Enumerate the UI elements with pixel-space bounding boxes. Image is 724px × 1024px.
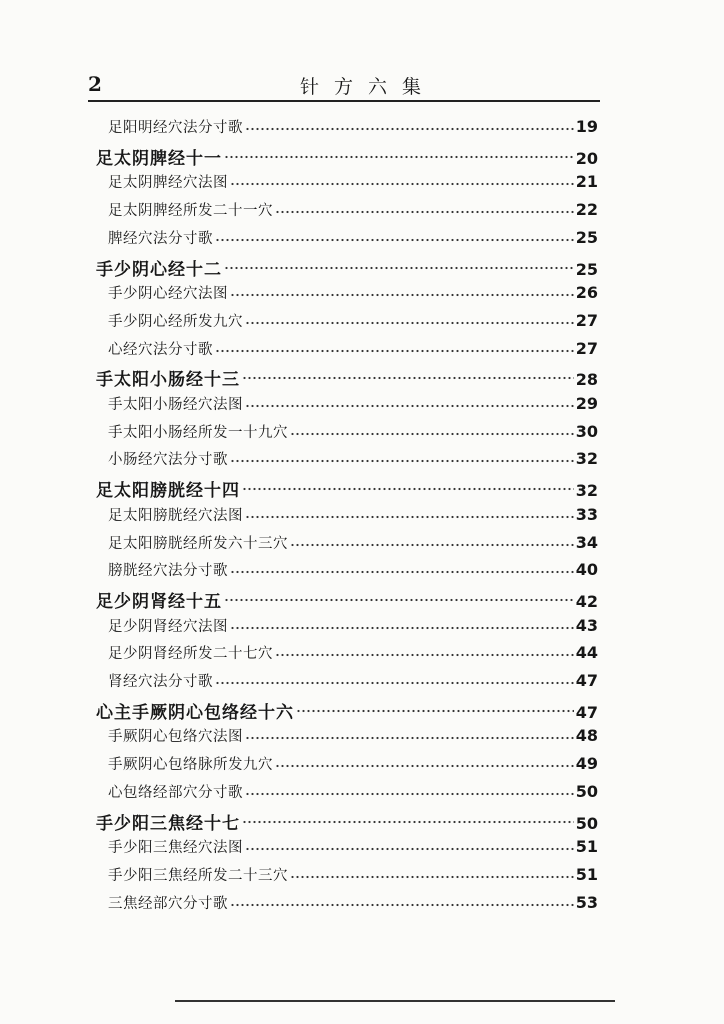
toc-entry-title: 手少阴心经所发九穴 <box>108 313 243 330</box>
toc-entry-page: 25 <box>575 227 598 247</box>
toc-entry-page: 53 <box>575 892 598 912</box>
page-header <box>0 0 724 110</box>
toc-dot-leader <box>230 457 574 465</box>
toc-entry <box>0 171 724 197</box>
toc-entry-page: 50 <box>575 781 598 801</box>
toc-dot-leader <box>245 125 574 133</box>
toc-entry-title: 足阳明经穴法分寸歌 <box>108 120 243 136</box>
toc-entry-title: 三焦经部穴分寸歌 <box>108 895 228 912</box>
toc-entry-title: 心经穴法分寸歌 <box>108 341 213 358</box>
toc-entry-page: 34 <box>575 532 598 552</box>
toc-entry-page: 47 <box>575 671 598 690</box>
toc-entry-title: 手少阳三焦经所发二十三穴 <box>108 867 288 884</box>
toc-entry-page: 49 <box>575 754 598 774</box>
header-rule <box>88 100 600 102</box>
toc-entry-page: 50 <box>575 813 598 833</box>
toc-entry-title: 足太阴脾经穴法图 <box>108 175 228 192</box>
toc-dot-leader <box>275 651 574 659</box>
toc-entry-title: 足太阳膀胱经穴法图 <box>108 507 243 524</box>
toc-dot-leader <box>245 734 574 742</box>
toc-dot-leader <box>275 208 574 216</box>
toc-entry <box>0 615 724 641</box>
toc-entry-page: 26 <box>575 283 598 303</box>
toc-entry-title: 手太阳小肠经穴法图 <box>108 397 243 413</box>
toc-entry-page: 32 <box>575 449 598 469</box>
toc-entry-page: 25 <box>575 259 598 279</box>
toc-entry-title: 手少阳三焦经穴法图 <box>108 840 243 857</box>
toc-entry <box>0 448 724 474</box>
toc-entry-title: 手厥阴心包络脉所发九穴 <box>108 757 273 774</box>
toc-entry-title: 小肠经穴法分寸歌 <box>108 452 228 469</box>
toc-entry <box>0 670 724 696</box>
toc-entry-page: 27 <box>575 310 598 330</box>
toc-entry <box>0 338 724 364</box>
toc-entry <box>0 559 724 585</box>
toc-entry <box>0 809 724 835</box>
toc-dot-leader <box>242 818 574 826</box>
toc-entry <box>0 255 724 281</box>
toc-entry-page: 29 <box>575 394 598 413</box>
toc-entry <box>0 227 724 253</box>
toc-dot-leader <box>245 845 574 853</box>
toc-entry <box>0 781 724 807</box>
toc-entry-page: 28 <box>575 370 598 390</box>
toc-dot-leader <box>290 430 574 438</box>
toc-dot-leader <box>245 513 574 521</box>
toc-entry-page: 51 <box>575 864 598 884</box>
toc-dot-leader <box>215 679 574 687</box>
toc-dot-leader <box>215 347 574 355</box>
toc-entry <box>0 864 724 890</box>
toc-entry <box>0 421 724 447</box>
toc-dot-leader <box>242 374 574 382</box>
toc-entry-title: 膀胱经穴法分寸歌 <box>108 563 228 580</box>
toc-dot-leader <box>245 402 574 410</box>
toc-entry-title: 心包络经部穴分寸歌 <box>108 784 243 801</box>
toc-entry <box>0 836 724 862</box>
toc-entry-title: 足太阳膀胱经十四 <box>96 481 240 502</box>
toc-entry <box>0 476 724 502</box>
toc-entry-page: 43 <box>575 615 598 635</box>
toc-entry-title: 脾经穴法分寸歌 <box>108 230 213 247</box>
toc-dot-leader <box>242 485 574 493</box>
toc-entry <box>0 587 724 613</box>
toc-entry <box>0 199 724 225</box>
toc-entry <box>0 504 724 530</box>
toc-dot-leader <box>215 236 574 244</box>
toc-entry-page: 21 <box>575 172 598 192</box>
toc-dot-leader <box>230 624 574 632</box>
toc-entry-page: 40 <box>575 560 598 580</box>
toc-entry-page: 22 <box>575 200 598 220</box>
toc-entry-title: 足太阳膀胱经所发六十三穴 <box>108 535 288 552</box>
toc-entry-title: 手太阳小肠经十三 <box>96 370 240 391</box>
toc-entry <box>0 532 724 558</box>
toc-entry-title: 足太阴脾经十一 <box>96 148 222 169</box>
toc-entry-page: 48 <box>575 726 598 746</box>
toc-entry-page: 47 <box>575 702 598 722</box>
toc-entry-title: 手少阴心经穴法图 <box>108 286 228 303</box>
footer-rule <box>175 1000 615 1002</box>
page-number: 2 <box>88 72 102 96</box>
toc-dot-leader <box>224 596 574 604</box>
toc-entry-title: 肾经穴法分寸歌 <box>108 674 213 690</box>
toc-entry <box>0 393 724 419</box>
toc-entry <box>0 365 724 391</box>
toc-entry-page: 30 <box>575 421 598 441</box>
toc-entry-page: 51 <box>575 837 598 857</box>
toc-dot-leader <box>296 707 574 715</box>
toc-entry <box>0 725 724 751</box>
toc-entry-title: 手少阴心经十二 <box>96 259 222 280</box>
toc-entry-title: 足太阴脾经所发二十一穴 <box>108 203 273 220</box>
toc-entry <box>0 282 724 308</box>
toc-dot-leader <box>230 180 574 188</box>
toc-entry-page: 42 <box>575 591 598 611</box>
toc-entry-page: 32 <box>575 481 598 501</box>
toc-entry-title: 手太阳小肠经所发一十九穴 <box>108 424 288 441</box>
toc-dot-leader <box>230 568 574 576</box>
toc-dot-leader <box>245 319 574 327</box>
toc-dot-leader <box>290 873 574 881</box>
toc-dot-leader <box>275 762 574 770</box>
toc-entry-title: 足少阴肾经所发二十七穴 <box>108 646 273 663</box>
toc-entry <box>0 310 724 336</box>
toc-entry-page: 27 <box>575 338 598 358</box>
toc-entry-title: 手少阳三焦经十七 <box>96 813 240 834</box>
toc-dot-leader <box>230 901 574 909</box>
toc-entry-page: 33 <box>575 504 598 524</box>
toc-dot-leader <box>224 153 574 161</box>
toc-dot-leader <box>224 264 574 272</box>
toc-entry-title: 心主手厥阴心包络经十六 <box>96 702 294 723</box>
toc-entry <box>0 116 724 142</box>
toc-entry <box>0 698 724 724</box>
toc-entry <box>0 892 724 918</box>
toc-entry-title: 足少阴肾经穴法图 <box>108 618 228 635</box>
toc-entry-title: 足少阴肾经十五 <box>96 591 222 612</box>
toc-entry <box>0 753 724 779</box>
toc-entry <box>0 144 724 170</box>
toc-entry <box>0 642 724 668</box>
toc-dot-leader <box>230 291 574 299</box>
toc-dot-leader <box>290 541 574 549</box>
book-title: 针方六集 <box>300 76 437 98</box>
toc-dot-leader <box>245 790 574 798</box>
toc-entry-page: 20 <box>575 148 598 168</box>
toc-entry-page: 44 <box>575 643 598 663</box>
toc-entry-page: 19 <box>575 117 598 136</box>
toc-entry-title: 手厥阴心包络穴法图 <box>108 729 243 746</box>
